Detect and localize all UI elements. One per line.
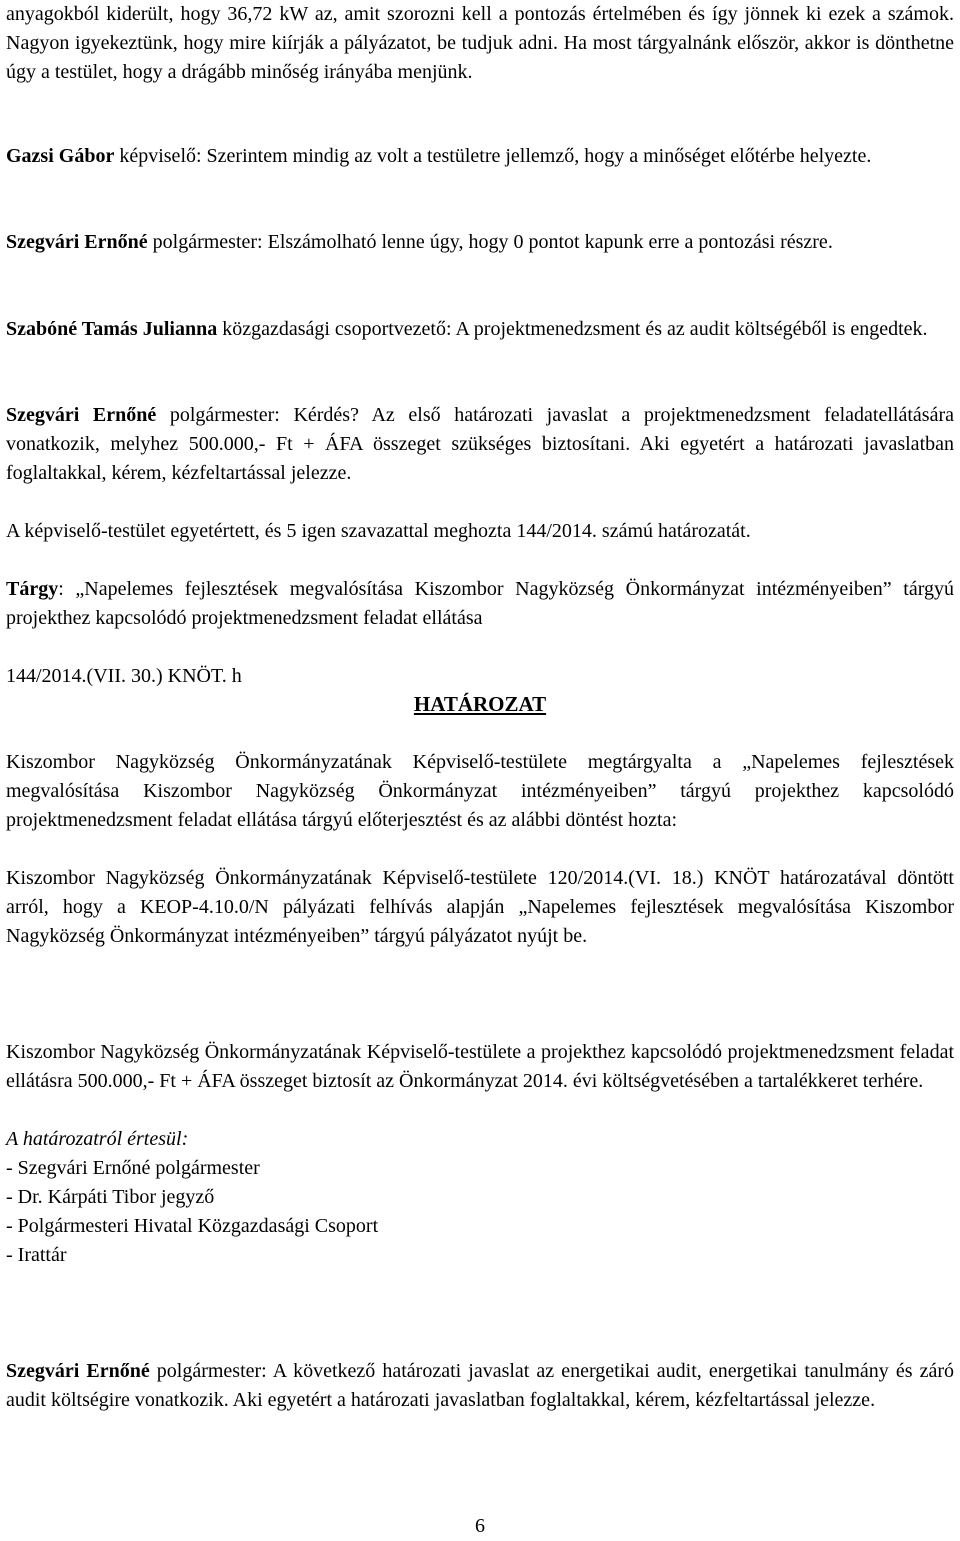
speaker-name: Gazsi Gábor	[6, 145, 115, 167]
notify-list-item: - Szegvári Ernőné polgármester	[6, 1157, 260, 1179]
subject-paragraph	[6, 575, 954, 633]
vote-result: A képviselő-testület egyetértett, és 5 igen szavazattal meghozta 144/2014. számú határozatát.	[6, 520, 751, 542]
statement-text: közgazdasági csoportvezető: A projektmenedzsment és az audit költségéből is engedtek.	[217, 318, 928, 340]
speaker-name: Szegvári Ernőné	[6, 404, 157, 426]
szabone-statement	[6, 315, 954, 344]
mayor-statement-3	[6, 1357, 954, 1415]
resolution-decision: Kiszombor Nagyközség Önkormányzatának Képviselő-testülete a projekthez kapcsolódó projektmenedzsment feladat ellátásra 500.000,- Ft + ÁFA összeget biztosít az Önkormányzat 2014. évi költségvetésében a tartalékkeret terhére.	[6, 1041, 954, 1092]
resolution-background: Kiszombor Nagyközség Önkormányzatának Képviselő-testülete 120/2014.(VI. 18.) KNÖT határozatával döntött arról, hogy a KEOP-4.10.0/N pályázati felhívás alapján „Napelemes fejlesztések megvalósítása Kiszombor Nagyközség Önkormányzat intézményeiben” tárgyú pályázatot nyújt be.	[6, 867, 954, 947]
subject-label: Tárgy	[6, 578, 59, 600]
statement-text: képviselő: Szerintem mindig az volt a testületre jellemző, hogy a minőséget előtérbe helyezte.	[114, 145, 872, 167]
subject-text: : „Napelemes fejlesztések megvalósítása Kiszombor Nagyközség Önkormányzat intézményeiben” tárgyú projekthez kapcsolódó projektmenedzsment feladat ellátása	[6, 578, 954, 629]
mayor-statement-1	[6, 228, 954, 257]
gazsi-statement	[6, 142, 954, 171]
statement-text: polgármester: A következő határozati javaslat az energetikai audit, energetikai tanulmány és záró audit költségire vonatkozik. Aki egyetért a határozati javaslatban foglaltakkal, kérem, kézfeltartással jelezze.	[6, 1360, 954, 1411]
page-number: 6	[475, 1515, 485, 1537]
statement-text: polgármester: Elszámolható lenne úgy, hogy 0 pontot kapunk erre a pontozási részre.	[147, 231, 833, 253]
notify-title: A határozatról értesül:	[6, 1128, 189, 1150]
intro-paragraph: anyagokból kiderült, hogy 36,72 kW az, amit szorozni kell a pontozás értelmében és így jönnek ki ezek a számok. Nagyon igyekeztünk, hogy mire kiírják a pályázatot, be tudjuk adni. Ha most tárgyalnánk először, akkor is dönthetne úgy a testület, hogy a drágább minőség irányába menjünk.	[6, 3, 954, 83]
notify-list-item: - Irattár	[6, 1244, 67, 1266]
speaker-name: Szegvári Ernőné	[6, 231, 148, 253]
mayor-statement-2	[6, 401, 954, 488]
resolution-heading: HATÁROZAT	[413, 692, 547, 716]
speaker-name: Szabóné Tamás Julianna	[6, 318, 218, 340]
speaker-name: Szegvári Ernőné	[6, 1360, 150, 1382]
resolution-intro: Kiszombor Nagyközség Önkormányzatának Képviselő-testülete megtárgyalta a „Napelemes fejlesztések megvalósítása Kiszombor Nagyközség Önkormányzat intézményeiben” tárgyú projekthez kapcsolódó projektmenedzsment feladat ellátása tárgyú előterjesztést és az alábbi döntést hozta:	[6, 751, 954, 831]
notify-list-item: - Dr. Kárpáti Tibor jegyző	[6, 1186, 215, 1208]
notify-list-item: - Polgármesteri Hivatal Közgazdasági Csoport	[6, 1215, 379, 1237]
statement-text: polgármester: Kérdés? Az első határozati javaslat a projektmenedzsment feladatellátására vonatkozik, melyhez 500.000,- Ft + ÁFA összeget szükséges biztosítani. Aki egyetért a határozati javaslatban foglaltakkal, kérem, kézfeltartással jelezze.	[6, 404, 954, 484]
resolution-number: 144/2014.(VII. 30.) KNÖT. h	[6, 665, 242, 687]
